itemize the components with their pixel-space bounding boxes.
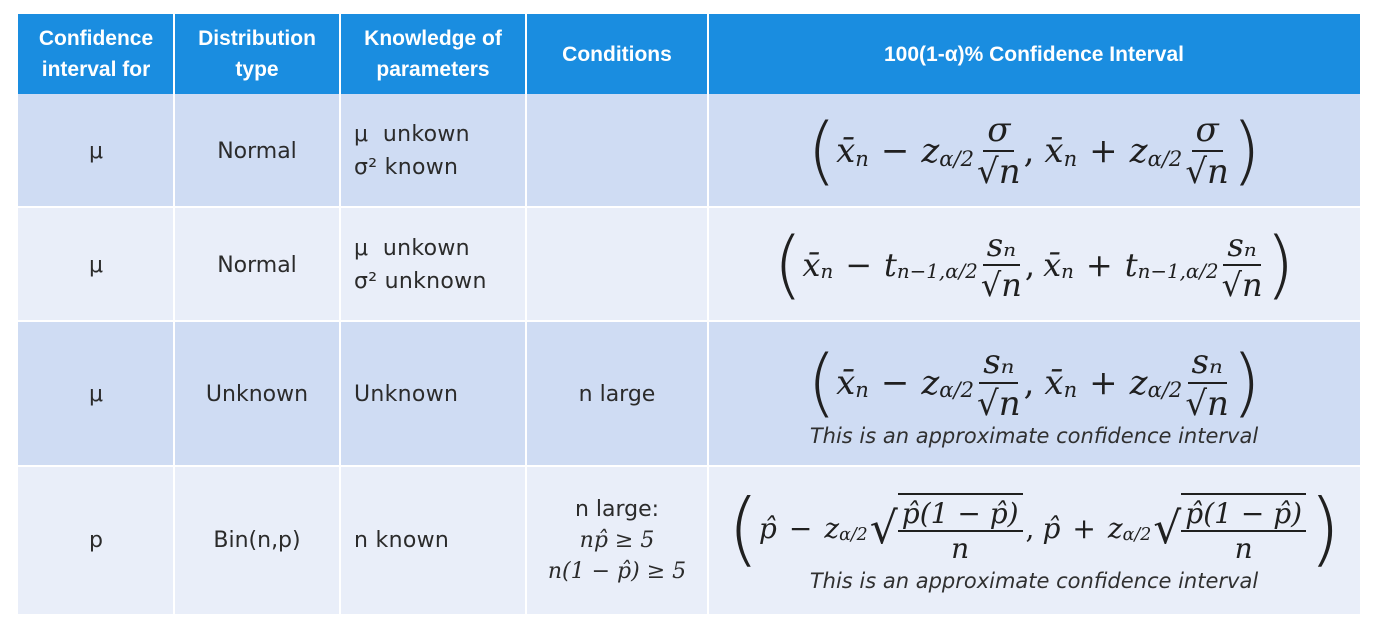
header-conditions: Conditions bbox=[562, 42, 672, 66]
table-row bbox=[18, 322, 1360, 467]
approximate-note: This is an approximate confidence interval bbox=[809, 423, 1259, 448]
interval-cell bbox=[708, 322, 1360, 467]
interval-cell bbox=[708, 208, 1360, 322]
distribution-cell: Normal bbox=[217, 252, 297, 278]
header-distribution-type: Distribution type bbox=[198, 27, 316, 81]
knowledge-cell: μ unkown σ² known bbox=[354, 122, 470, 180]
header-knowledge-of-parameters: Knowledge of parameters bbox=[364, 27, 502, 81]
param-cell: μ bbox=[89, 138, 103, 164]
interval-formula: ( x̄ n − t n−1,α/2 sₙ √n , x̄ n + t n−1,α/2 sₙ √n ) bbox=[773, 222, 1295, 308]
interval-cell bbox=[708, 94, 1360, 208]
param-cell: p bbox=[89, 528, 103, 553]
param-cell: μ bbox=[89, 252, 103, 278]
approximate-note: This is an approximate confidence interval bbox=[809, 568, 1259, 593]
header-confidence-interval: 100(1-α)% Confidence Interval bbox=[884, 42, 1184, 66]
table-row bbox=[18, 208, 1360, 322]
table-header-row bbox=[18, 14, 1360, 94]
distribution-cell: Unknown bbox=[205, 382, 309, 407]
confidence-interval-table bbox=[18, 14, 1360, 614]
conditions-cell bbox=[526, 208, 708, 322]
knowledge-cell: μ unkown σ² unknown bbox=[354, 236, 487, 294]
distribution-cell: Normal bbox=[217, 138, 297, 164]
interval-formula: ( x̄ n − z α/2 σ √n , x̄ n + z α/2 σ √n ) bbox=[807, 108, 1261, 194]
interval-cell bbox=[708, 467, 1360, 614]
distribution-cell: Bin(n,p) bbox=[213, 528, 301, 553]
interval-formula: ( x̄ n − z α/2 sₙ √n , x̄ n + z α/2 sₙ √n ) bbox=[807, 339, 1261, 426]
knowledge-cell: Unknown bbox=[354, 382, 459, 407]
header-confidence-interval-for: Confidence interval for bbox=[38, 27, 154, 81]
table-row bbox=[18, 467, 1360, 614]
knowledge-cell: n known bbox=[354, 528, 450, 553]
param-cell: μ bbox=[89, 382, 103, 407]
table-row bbox=[18, 94, 1360, 208]
interval-formula: ( p̂ − z α/2 √ p̂(1 − p̂) n , p̂ + z α/2 √ p̂(1 − p̂) n ) bbox=[727, 481, 1341, 575]
conditions-cell: n large bbox=[578, 382, 656, 407]
conditions-cell bbox=[526, 94, 708, 208]
conditions-cell: n large: np̂ ≥ 5 n(1 − p̂) ≥ 5 bbox=[547, 497, 687, 584]
